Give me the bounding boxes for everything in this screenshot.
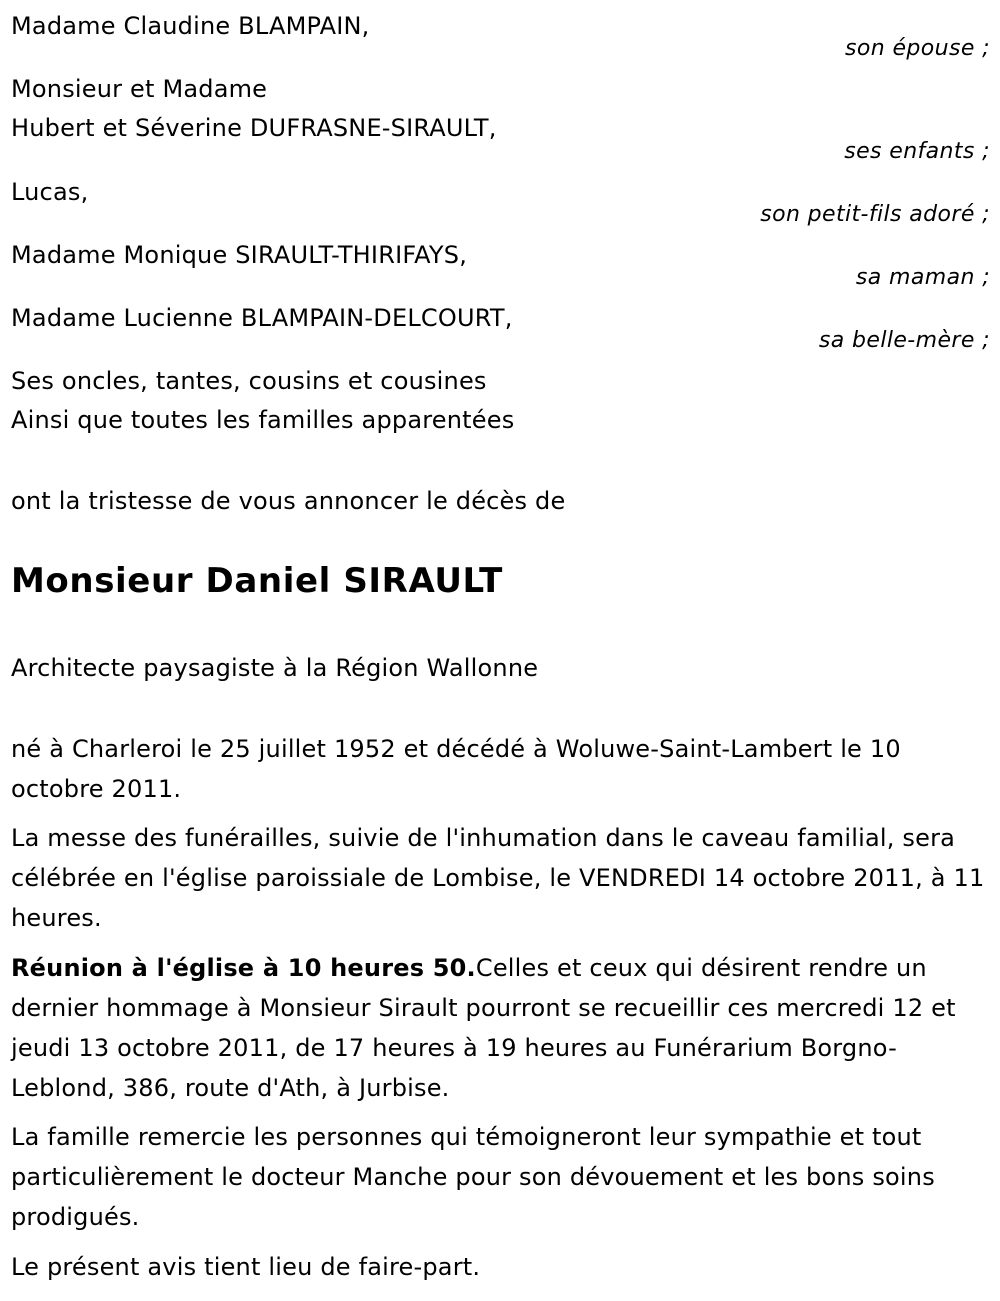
- meeting-time-text: Réunion à l'église à 10 heures 50.: [11, 954, 476, 982]
- family-member-role: son petit-fils adoré ;: [760, 202, 990, 227]
- family-member-name: Monsieur et Madame: [11, 75, 268, 103]
- profession-text: Architecte paysagiste à la Région Wallonne: [11, 654, 539, 682]
- funeral-paragraph: La messe des funérailles, suivie de l'inhumation dans le caveau familial, sera célébrée en l'église paroissiale de Lombise, le VENDREDI 14 octobre 2011, à 11 heures.: [11, 824, 985, 932]
- family-member-name: Madame Claudine BLAMPAIN,: [11, 12, 370, 40]
- family-member-name: Madame Monique SIRAULT-THIRIFAYS,: [11, 241, 468, 269]
- visitation-text: Celles et ceux qui désirent rendre un dernier hommage à Monsieur Sirault pourront se recueillir ces mercredi 12 et jeudi 13 octobre 2011, de 17 heures à 19 heures au Funérarium Borgno-Leblond, 386, route d'Ath, à Jurbise.: [11, 954, 956, 1102]
- family-member-name: Hubert et Séverine DUFRASNE-SIRAULT,: [11, 114, 497, 142]
- closing-text: Le présent avis tient lieu de faire-part.: [11, 1253, 481, 1281]
- announcement-text: ont la tristesse de vous annoncer le décès de: [11, 487, 566, 515]
- relatives-line: Ainsi que toutes les familles apparentées: [11, 406, 515, 434]
- family-member-role: son épouse ;: [845, 36, 990, 61]
- family-member-name: Madame Lucienne BLAMPAIN-DELCOURT,: [11, 304, 513, 332]
- family-member-role: sa belle-mère ;: [818, 328, 990, 353]
- relatives-line: Ses oncles, tantes, cousins et cousines: [11, 367, 487, 395]
- family-member-name: Lucas,: [11, 178, 89, 206]
- birth-death-paragraph: né à Charleroi le 25 juillet 1952 et décédé à Woluwe-Saint-Lambert le 10 octobre 2011.: [11, 735, 901, 803]
- thanks-paragraph: La famille remercie les personnes qui témoigneront leur sympathie et tout particulièrement le docteur Manche pour son dévouement et les bons soins prodigués.: [11, 1123, 935, 1231]
- family-member-role: sa maman ;: [855, 265, 990, 290]
- visitation-paragraph: [11, 948, 986, 1108]
- family-member-role: ses enfants ;: [844, 139, 990, 164]
- deceased-name: Monsieur Daniel SIRAULT: [11, 561, 503, 601]
